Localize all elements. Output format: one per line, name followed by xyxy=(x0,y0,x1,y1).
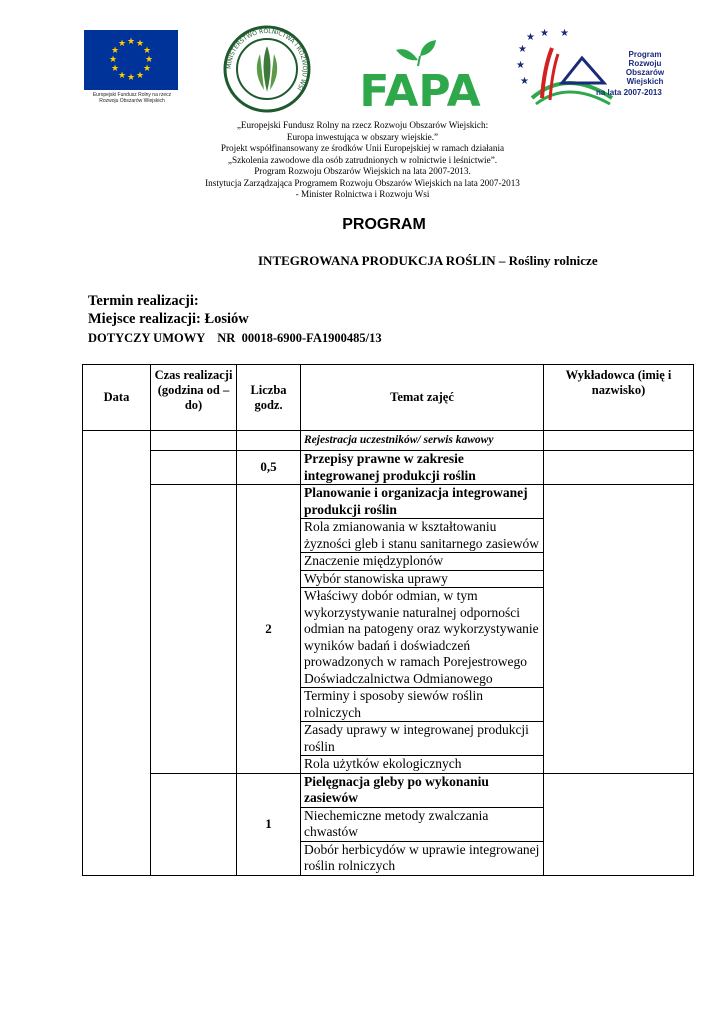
prow-years: na lata 2007-2013 xyxy=(596,88,662,97)
lecturer-cell xyxy=(544,485,694,774)
date-cell xyxy=(83,431,151,876)
eu-caption xyxy=(84,92,180,104)
topic-item: Rola użytków ekologicznych xyxy=(304,756,462,771)
svg-text:★: ★ xyxy=(117,71,127,81)
header-wykladowca: Wykładowca (imię i nazwisko) xyxy=(544,365,694,431)
time-cell xyxy=(151,431,237,451)
topic-group xyxy=(301,773,544,875)
umowa-label: DOTYCZY UMOWY NR 00018-6900-FA1900485/13 xyxy=(88,331,382,345)
svg-text:★: ★ xyxy=(126,73,136,83)
svg-text:★: ★ xyxy=(135,71,145,81)
prow-emblem-icon xyxy=(512,28,622,110)
svg-text:★: ★ xyxy=(560,28,569,39)
eu-stars-icon xyxy=(84,30,178,90)
project-intro xyxy=(0,120,725,201)
hours-cell: 0,5 xyxy=(237,451,301,485)
header-czas: Czas realizacji (godzina od – do) xyxy=(151,365,237,431)
time-cell xyxy=(151,773,237,875)
svg-text:★: ★ xyxy=(520,76,529,87)
prow-line3: Obszarów xyxy=(625,68,665,77)
lecturer-cell xyxy=(544,451,694,485)
miejsce-label: Miejsce realizacji: Łosiów xyxy=(88,311,249,327)
time-cell xyxy=(151,485,237,774)
table-header-row xyxy=(83,365,694,431)
lecturer-cell xyxy=(544,773,694,875)
topic-item: Rola zmianowania w kształtowaniu żyzności gleb i stanu sanitarnego zasiewów xyxy=(301,519,543,553)
hours-cell: 1 xyxy=(237,773,301,875)
intro-line: „Europejski Fundusz Rolny na rzecz Rozwoju Obszarów Wiejskich: xyxy=(236,120,489,130)
eu-caption-line2: Rozwoju Obszarów Wiejskich xyxy=(99,98,165,104)
fapa-logo xyxy=(350,38,490,110)
topic-item: Właściwy dobór odmian, w tym wykorzystywanie naturalnej odporności odmian na patogeny oraz wykorzystywanie wyników badań i doświadczeń prowadzonych w ramach Porejestrowego Doświadczalnictwa Odmianowego xyxy=(301,588,543,688)
header-liczba: Liczba godz. xyxy=(237,365,301,431)
termin-label: Termin realizacji: xyxy=(88,293,199,309)
svg-text:★: ★ xyxy=(142,64,152,74)
page-title: PROGRAM xyxy=(342,216,426,233)
intro-line: Program Rozwoju Obszarów Wiejskich na lata 2007-2013. xyxy=(254,166,471,176)
intro-line: „Szkolenia zawodowe dla osób zatrudnionych w rolnictwie i leśnictwie”. xyxy=(227,154,498,165)
topic-cell: Przepisy prawne w zakresie integrowanej produkcji roślin xyxy=(301,451,544,485)
svg-text:★: ★ xyxy=(110,46,120,56)
svg-text:★: ★ xyxy=(117,39,127,49)
topic-item: Dobór herbicydów w uprawie integrowanej roślin rolniczych xyxy=(304,841,540,873)
prow-line1: Program xyxy=(628,50,662,59)
eu-flag xyxy=(84,30,178,90)
svg-text:★: ★ xyxy=(518,44,527,55)
page-subtitle: INTEGROWANA PRODUKCJA ROŚLIN – Rośliny rolnicze xyxy=(258,253,598,268)
svg-text:★: ★ xyxy=(126,37,136,47)
intro-line: - Minister Rolnictwa i Rozwoju Wsi xyxy=(295,189,430,199)
topic-title: Pielęgnacja gleby po wykonaniu zasiewów xyxy=(301,774,543,808)
hours-cell: 2 xyxy=(237,485,301,774)
ministry-logo xyxy=(222,24,312,114)
topic-item: Zasady uprawy w integrowanej produkcji roślin xyxy=(301,722,543,756)
topic-item: Terminy i sposoby siewów roślin rolniczych xyxy=(301,688,543,722)
prow-title xyxy=(620,50,670,86)
ministry-seal-icon xyxy=(222,24,312,114)
registration-cell: Rejestracja uczestników/ serwis kawowy xyxy=(301,431,544,451)
intro-line: Projekt współfinansowany ze środków Unii Europejskiej w ramach działania xyxy=(220,143,505,153)
ministry-ring-text: MINISTERSTWO ROLNICTWA I ROZWOJU WSI xyxy=(225,27,309,92)
svg-text:★: ★ xyxy=(516,60,525,71)
topic-group xyxy=(301,485,544,774)
hours-cell xyxy=(237,431,301,451)
fapa-wordmark: FAPA xyxy=(359,66,481,110)
table-row xyxy=(83,431,694,451)
topic-item: Wybór stanowiska uprawy xyxy=(301,571,543,589)
prow-logo xyxy=(512,28,672,110)
table-row xyxy=(83,485,694,774)
svg-text:★: ★ xyxy=(540,28,549,39)
topic-item: Znaczenie międzyplonów xyxy=(301,553,543,571)
topic-title: Planowanie i organizacja integrowanej produkcji roślin xyxy=(301,485,543,519)
eu-caption-line1: Europejski Fundusz Rolny na rzecz xyxy=(92,92,172,98)
topic-item: Niechemiczne metody zwalczania chwastów xyxy=(301,808,543,842)
intro-line: Instytucja Zarządzająca Programem Rozwoju Obszarów Wiejskich na lata 2007-2013 xyxy=(205,177,520,188)
svg-text:★: ★ xyxy=(110,64,120,74)
svg-text:★: ★ xyxy=(144,55,154,65)
prow-line2: Rozwoju xyxy=(628,59,662,68)
svg-text:★: ★ xyxy=(108,55,118,65)
svg-text:★: ★ xyxy=(142,46,152,56)
table-row xyxy=(83,773,694,875)
lecturer-cell xyxy=(544,431,694,451)
program-table xyxy=(82,364,694,876)
intro-line: Europa inwestująca w obszary wiejskie.” xyxy=(286,131,439,142)
eu-flag-logo xyxy=(84,30,180,108)
fapa-leaf-icon xyxy=(350,38,490,110)
svg-text:★: ★ xyxy=(526,32,535,43)
time-cell xyxy=(151,451,237,485)
header-data: Data xyxy=(83,365,151,431)
svg-text:★: ★ xyxy=(135,39,145,49)
table-row xyxy=(83,451,694,485)
prow-line4: Wiejskich xyxy=(626,77,664,86)
header-temat: Temat zajęć xyxy=(301,365,544,431)
